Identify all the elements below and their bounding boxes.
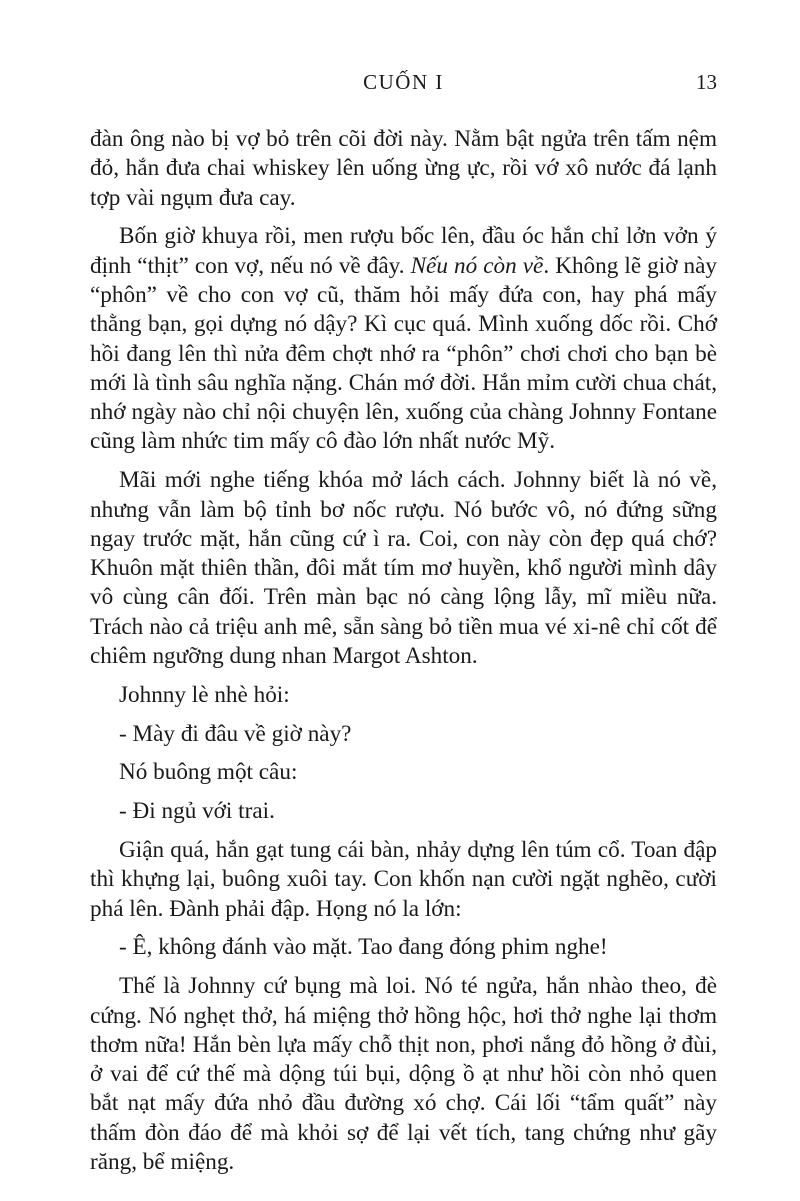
page-number: 13	[696, 70, 717, 94]
dialogue-line: - Đi ngủ với trai.	[119, 798, 275, 825]
paragraph: Mãi mới nghe tiếng khóa mở lách cách. Johnny biết là nó về, nhưng vẫn làm bộ tỉnh bơ nốc rượu. Nó bước vô, nó đứng sững ngay trước mặt, hắn cũng cứ ì ra. Coi, con này còn đẹp quá chớ? Khuôn mặt thiên thần, đôi mắt tím mơ huyền, khổ người mình dây vô cùng cân đối. Trên màn bạc nó càng lộng lẫy, mĩ miều nữa. Trách nào cả triệu anh mê, sẵn sàng bỏ tiền mua vé xi-nê chỉ cốt để chiêm ngưỡng dung nhan Margot Ashton.	[90, 467, 717, 670]
chapter-title: CUỐN I	[363, 70, 444, 94]
paragraph-continued: đàn ông nào bị vợ bỏ trên cõi đời này. Nằm bật ngửa trên tấm nệm đỏ, hắn đưa chai whiskey lên uống ừng ực, rồi vớ xô nước đá lạnh tợp vài ngụm đưa cay.	[90, 126, 717, 211]
paragraph: Giận quá, hắn gạt tung cái bàn, nhảy dựng lên túm cổ. Toan đập thì khựng lại, buông xuôi tay. Con khốn nạn cười ngặt nghẽo, cười phá lên. Đành phải đập. Họng nó la lớn:	[90, 837, 717, 922]
paragraph	[90, 222, 717, 456]
body-text	[90, 125, 717, 1187]
paragraph: Nó buông một câu:	[119, 759, 298, 786]
paragraph: Thế là Johnny cứ bụng mà loi. Nó té ngửa, hắn nhào theo, đè cứng. Nó nghẹt thở, há miệng thở hồng hộc, hơi thở nghe lại thơm thơm nữa! Hắn bèn lựa mấy chỗ thịt non, phơi nắng đỏ hồng ở đùi, ở vai để cứ thế mà dộng túi bụi, dộng ồ ạt như hồi còn nhỏ quen bắt nạt mấy đứa nhỏ đầu đường xó chợ. Cái lối “tẩm quất” này thấm đòn đáo để mà khỏi sợ để lại vết tích, tang chứng như gãy răng, bể miệng.	[90, 973, 717, 1175]
italic-phrase: Nếu nó còn về	[410, 252, 544, 279]
running-head	[90, 70, 717, 104]
dialogue-line: - Mày đi đâu về giờ này?	[119, 720, 352, 747]
paragraph-text: Bốn giờ khuya rồi, men rượu bốc lên, đầu óc hắn chỉ lởn vởn ý định “thịt” con vợ, nếu nó về đây.	[90, 223, 717, 279]
paragraph: Johnny lè nhè hỏi:	[119, 681, 290, 708]
dialogue-line: - Ê, không đánh vào mặt. Tao đang đóng phim nghe!	[119, 934, 608, 961]
paragraph-text: . Không lẽ giờ này “phôn” về cho con vợ cũ, thăm hỏi mấy đứa con, hay phá mấy thằng bạn, gọi dựng nó dậy? Kì cục quá. Mình xuống dốc rồi. Chớ hồi đang lên thì nửa đêm chợt nhớ ra “phôn” chơi chơi cho bạn bè mới là tình sâu nghĩa nặng. Chán mớ đời. Hắn mỉm cười chua chát, nhớ ngày nào chỉ nội chuyện lên, xuống của chàng Johnny Fontane cũng làm nhức tim mấy cô đào lớn nhất nước Mỹ.	[90, 252, 717, 455]
